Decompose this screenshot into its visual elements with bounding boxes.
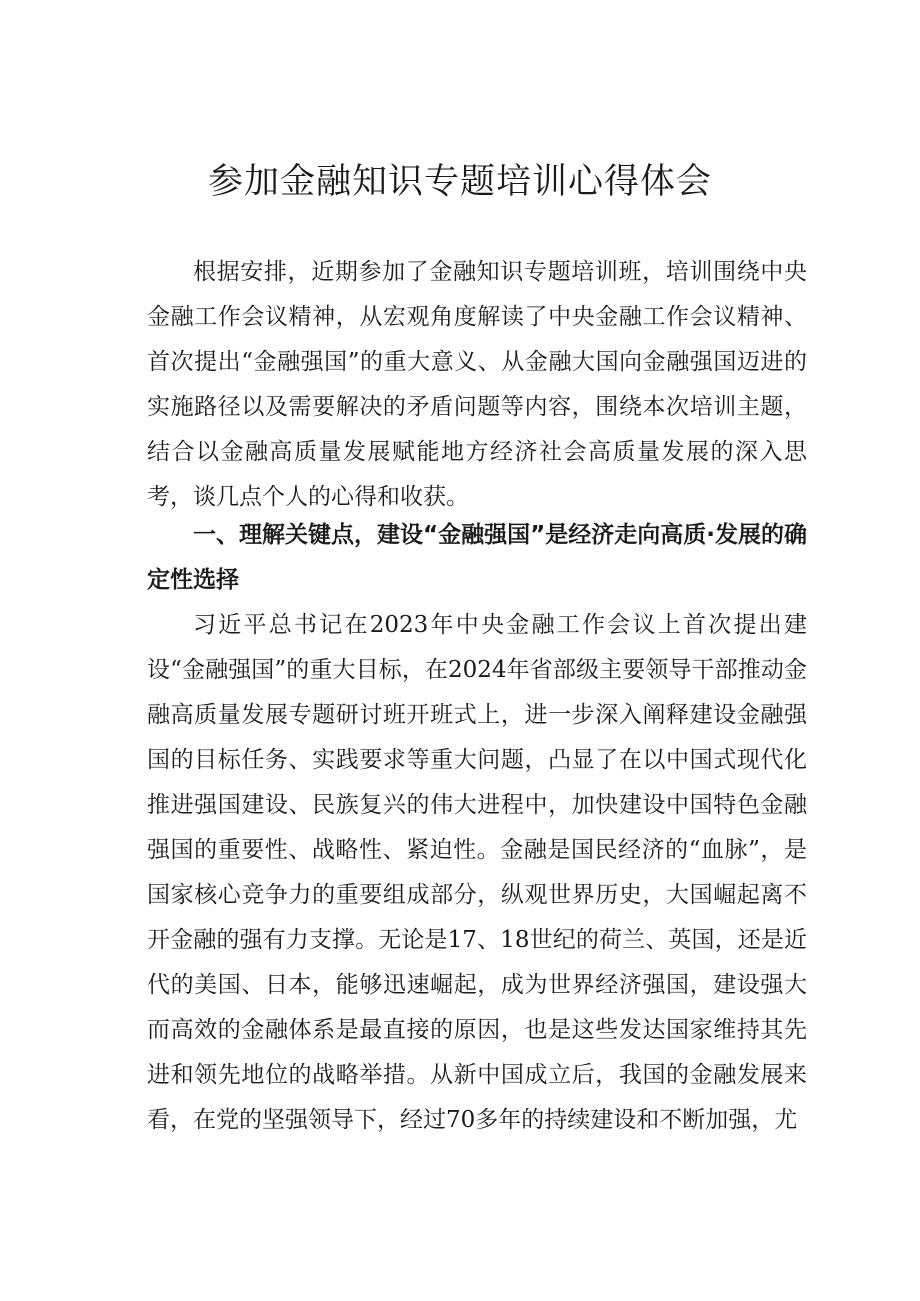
section-heading: 一、理解关键点，建设“金融强国”是经济走向高质·发展的确定性选择 [147,522,807,593]
intro-paragraph: 根据安排，近期参加了金融知识专题培训班，培训围绕中央金融工作会议精神，从宏观角度解读了中央金融工作会议精神、首次提出“金融强国”的重大意义、从金融大国向金融强国迈进的实施路径以及需要解决的矛盾问题等内容，围绕本次培训主题，结合以金融高质量发展赋能地方经济社会高质量发展的深入思考，谈几点个人的心得和收获。 [147,259,807,510]
section-paragraph: 习近平总书记在2023年中央金融工作会议上首次提出建设“金融强国”的重大目标，在2024年省部级主要领导干部推动金融高质量发展专题研讨班开班式上，进一步深入阐释建设金融强国的目标任务、实践要求等重大问题，凸显了在以中国式现代化推进强国建设、民族复兴的伟大进程中，加快建设中国特色金融强国的重要性、战略性、紧迫性。金融是国民经济的“血脉”，是国家核心竞争力的重要组成部分，纵观世界历史，大国崛起离不开金融的强有力支撑。无论是17、18世纪的荷兰、英国，还是近代的美国、日本，能够迅速崛起，成为世界经济强国，建设强大而高效的金融体系是最直接的原因，也是这些发达国家维持其先进和领先地位的战略举措。从新中国成立后，我国的金融发展来看，在党的坚强领导下，经过70多年的持续建设和不断加强，尤 [147,612,807,1133]
document-title: 参加金融知识专题培训心得体会 [207,162,712,202]
